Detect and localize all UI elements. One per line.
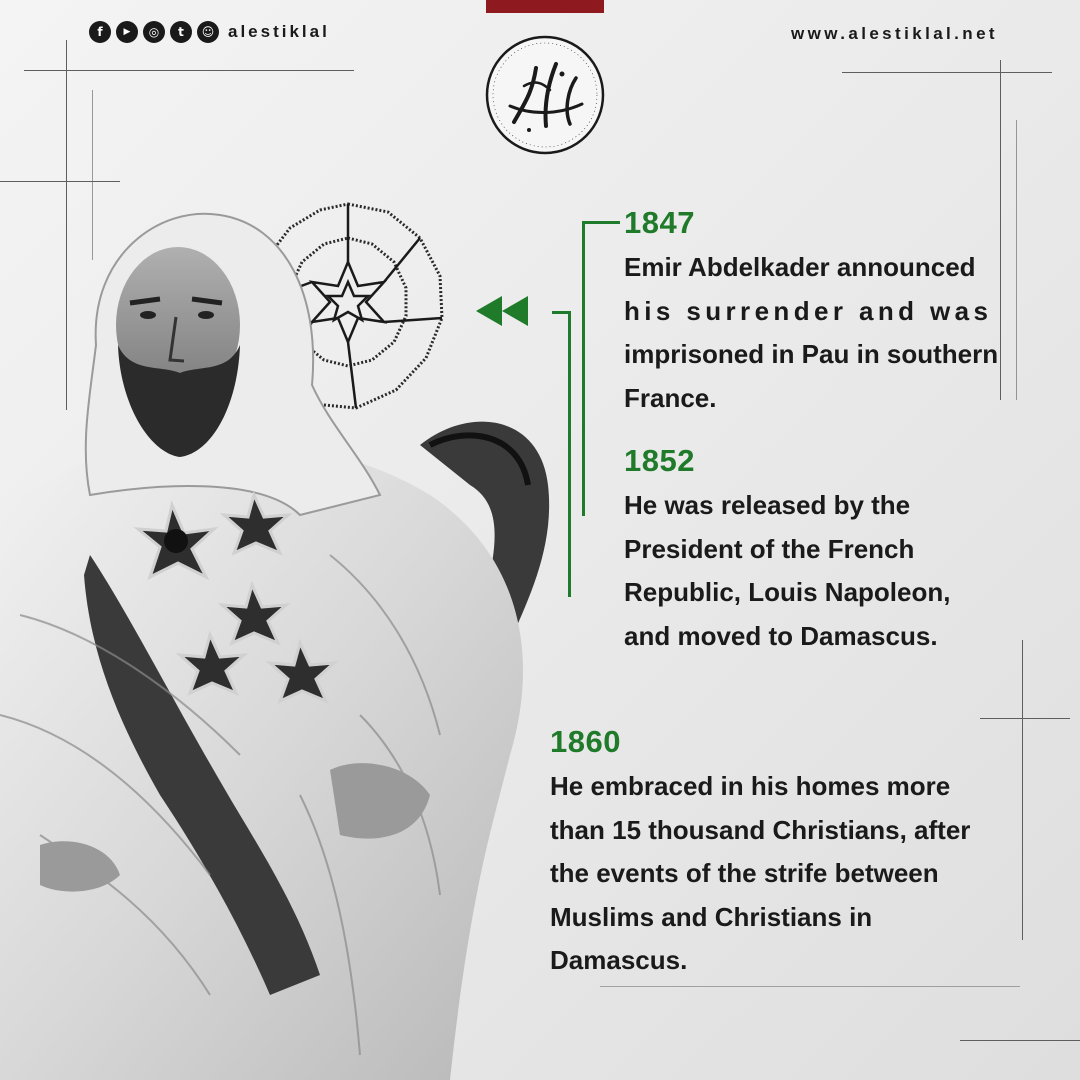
- facebook-icon[interactable]: f: [89, 21, 111, 43]
- timeline-description: [624, 484, 950, 658]
- emir-abdelkader-portrait: [0, 195, 560, 1080]
- social-links: [89, 20, 330, 44]
- social-handle: alestiklal: [228, 22, 330, 41]
- timeline-year: 1847: [624, 205, 695, 240]
- instagram-icon[interactable]: ◎: [143, 21, 165, 43]
- timeline-line-1852: [568, 312, 571, 597]
- divider-line: [0, 181, 120, 182]
- website-url[interactable]: www.alestiklal.net: [790, 24, 998, 43]
- description-line: the events of the strife between: [550, 858, 939, 888]
- description-line: President of the French: [624, 533, 915, 564]
- description-line: Muslims and Christians in: [550, 901, 873, 932]
- timeline-line-1847: [582, 222, 585, 516]
- description-line: France.: [624, 382, 717, 413]
- description-line: He embraced in his homes more: [550, 771, 951, 801]
- description-line: his surrender and was: [624, 295, 993, 326]
- timeline-description: [550, 765, 970, 983]
- brand-top-bar: [486, 0, 604, 13]
- description-line: than 15 thousand Christians, after: [550, 814, 971, 845]
- description-line: imprisoned in Pau in southern: [624, 339, 999, 369]
- divider-line: [980, 718, 1070, 719]
- description-line: Damascus.: [550, 945, 688, 975]
- timeline-description: [624, 246, 998, 420]
- divider-line: [600, 986, 1020, 987]
- description-line: and moved to Damascus.: [624, 620, 938, 651]
- timeline-tick-1852: [552, 311, 571, 314]
- youtube-icon[interactable]: ▶: [116, 21, 138, 43]
- calligraphy-seal-logo: [484, 34, 606, 156]
- rewind-chevrons-icon: [476, 296, 528, 326]
- timeline-tick-1847: [582, 221, 620, 224]
- divider-line: [960, 1040, 1080, 1041]
- divider-line: [1016, 120, 1017, 400]
- divider-line: [1022, 640, 1023, 940]
- divider-line: [24, 70, 354, 71]
- description-line: Emir Abdelkader announced: [624, 252, 976, 282]
- timeline-year: 1852: [624, 443, 695, 478]
- snapchat-icon[interactable]: ☺: [197, 21, 219, 43]
- divider-line: [842, 72, 1052, 73]
- timeline-year: 1860: [550, 724, 621, 759]
- description-line: He was released by the: [624, 490, 911, 520]
- divider-line: [1000, 60, 1001, 400]
- description-line: Republic, Louis Napoleon,: [624, 577, 951, 607]
- twitter-icon[interactable]: t: [170, 21, 192, 43]
